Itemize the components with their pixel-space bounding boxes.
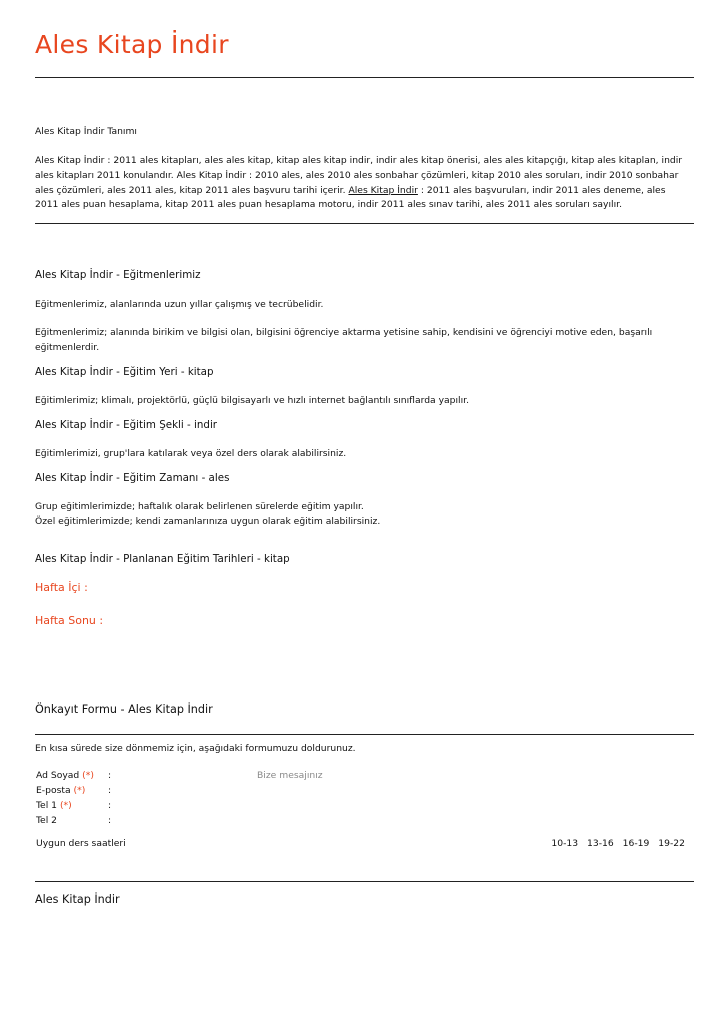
phone2-field[interactable]: : — [108, 815, 112, 826]
phone1-row[interactable] — [35, 798, 235, 813]
phone1-label: Tel 1 (*) — [36, 800, 72, 811]
hours-label: Uygun ders saatleri — [36, 838, 126, 849]
timing-text-2: Özel eğitimlerimizde; kendi zamanlarınıza uygun olarak eğitim alabilirsiniz. — [35, 516, 381, 527]
format-text: Eğitimlerimizi, grup'lara katılarak veya özel ders olarak alabilirsiniz. — [35, 448, 347, 459]
required-mark: (*) — [59, 800, 72, 811]
title-divider — [35, 77, 694, 78]
footer-divider — [35, 881, 694, 882]
planned-heading: Ales Kitap İndir - Planlanan Eğitim Tarihleri - kitap — [35, 553, 290, 565]
phone2-label: Tel 2 — [36, 815, 58, 826]
trainers-text-2-line-2: eğitmenlerdir. — [35, 342, 100, 353]
trainers-heading: Ales Kitap İndir - Eğitmenlerimiz — [35, 269, 201, 281]
slot-13-16[interactable]: 13-16 — [587, 838, 614, 849]
trainers-text-2-line-1: Eğitmenlerimiz; alanında birikim ve bilgisi olan, bilgisini öğrenciye aktarma yetisine sahip, kendisini ve öğrenciyi motive eden, başarılı — [35, 327, 653, 338]
slot-19-22[interactable]: 19-22 — [658, 838, 685, 849]
slot-16-19[interactable]: 16-19 — [622, 838, 650, 849]
intro-line-3-post: : 2011 ales başvuruları, indir 2011 ales deneme, ales — [417, 185, 666, 196]
name-label: Ad Soyad (*) — [36, 770, 94, 781]
weekend-label: Hafta Sonu : — [35, 614, 104, 627]
slot-10-13[interactable]: 10-13 — [551, 838, 579, 849]
intro-heading: Ales Kitap İndir Tanımı — [35, 126, 137, 137]
intro-line-2: ales kitapları 2011 konulandır. Ales Kitap İndir : 2010 ales, ales 2010 ales sonbahar çözümleri, kitap 2010 ales soruları, indir 2010 sonbahar — [35, 170, 679, 181]
intro-divider — [35, 223, 694, 224]
place-text: Eğitimlerimiz; klimalı, projektörlü, güçlü bilgisayarlı ve hızlı internet bağlantılı sınıflarda yapılır. — [35, 395, 469, 406]
form-intro: En kısa sürede size dönmemiz için, aşağıdaki formumuzu doldurunuz. — [35, 743, 356, 754]
weekdays-label: Hafta İçi : — [35, 581, 88, 594]
hours-row — [35, 836, 694, 851]
email-row[interactable] — [35, 783, 235, 798]
timing-heading: Ales Kitap İndir - Eğitim Zamanı - ales — [35, 472, 230, 484]
trainers-text-1: Eğitmenlerimiz, alanlarında uzun yıllar çalışmış ve tecrübelidir. — [35, 299, 324, 310]
message-field[interactable]: Bize mesajınız — [257, 770, 323, 781]
intro-line-3-pre: ales çözümleri, ales 2011 ales, kitap 2011 ales başvuru tarihi içerir. — [35, 185, 349, 196]
phone1-field[interactable]: : — [108, 800, 112, 811]
page-title: Ales Kitap İndir — [35, 30, 229, 59]
timing-text-1: Grup eğitimlerimizde; haftalık olarak belirlenen sürelerde eğitim yapılır. — [35, 501, 364, 512]
name-field[interactable]: : — [108, 770, 112, 781]
intro-line-1: Ales Kitap İndir : 2011 ales kitapları, ales ales kitap, kitap ales kitap indir, indir ales kitap önerisi, ales ales kitapçığı, kitap ales kitaplan, indir — [35, 155, 683, 166]
format-heading: Ales Kitap İndir - Eğitim Şekli - indir — [35, 419, 218, 431]
email-field[interactable]: : — [108, 785, 112, 796]
email-label: E-posta (*) — [36, 785, 86, 796]
footer-heading: Ales Kitap İndir — [35, 893, 120, 906]
required-mark: (*) — [73, 785, 86, 796]
form-heading: Önkayıt Formu - Ales Kitap İndir — [35, 703, 213, 716]
place-heading: Ales Kitap İndir - Eğitim Yeri - kitap — [35, 366, 214, 378]
form-divider — [35, 734, 694, 735]
required-mark: (*) — [82, 770, 94, 781]
phone2-row[interactable] — [35, 813, 235, 828]
name-row[interactable] — [35, 768, 435, 783]
time-slots — [545, 836, 685, 851]
intro-line-4: 2011 ales puan hesaplama, kitap 2011 ales puan hesaplama motoru, indir 2011 ales sınav tarihi, ales 2011 ales soruları sayılır. — [35, 199, 622, 210]
ales-kitap-indir-link[interactable]: Ales Kitap İndir — [348, 185, 418, 196]
